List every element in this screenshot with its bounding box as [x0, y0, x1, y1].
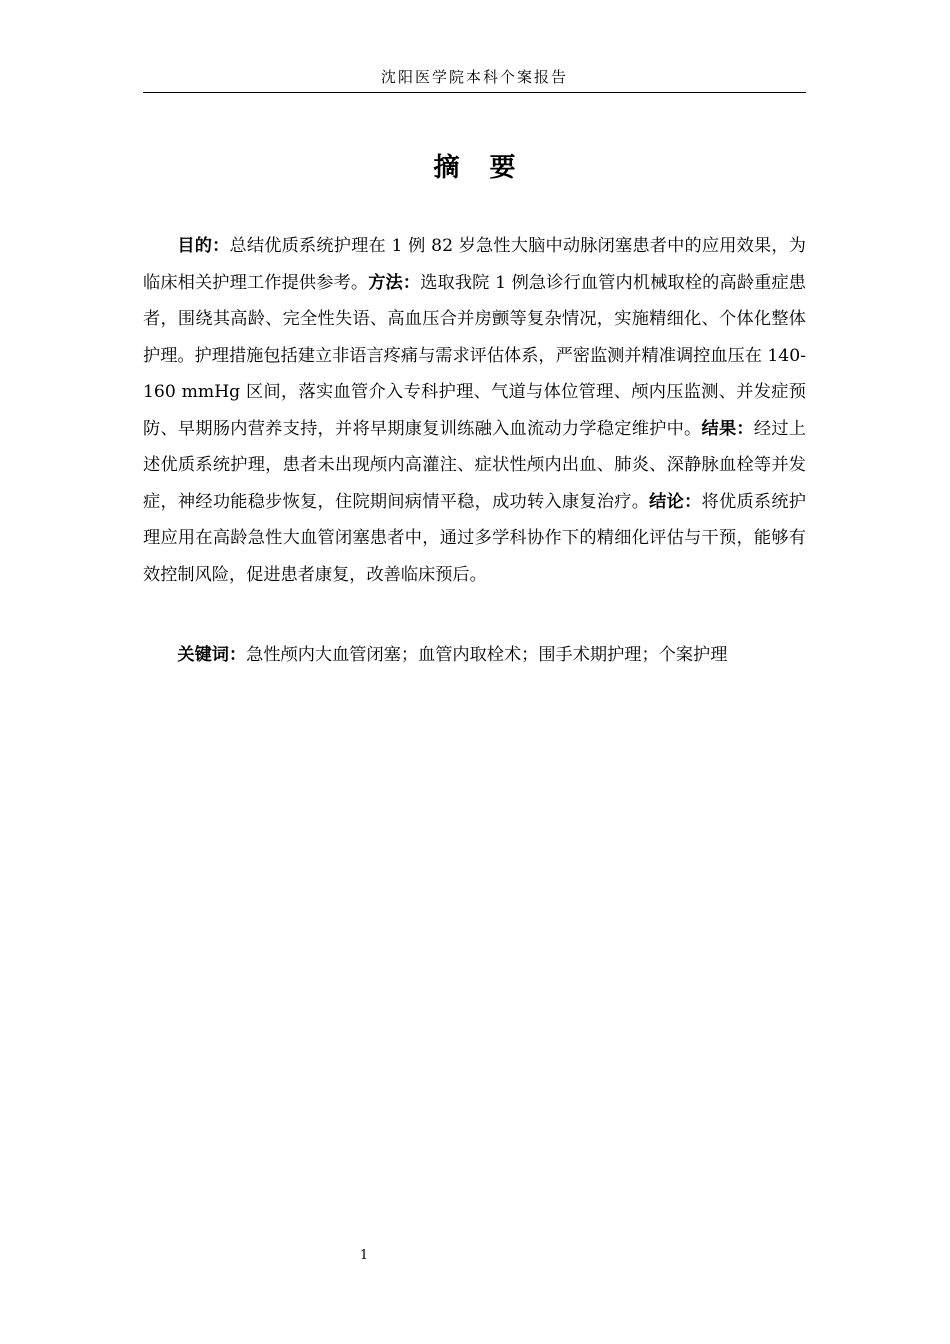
conclusion-label: 结论：	[649, 491, 702, 512]
page-number: 1	[359, 1248, 369, 1263]
keywords-text: 急性颅内大血管闭塞；血管内取栓术；围手术期护理；个案护理	[246, 645, 728, 665]
header-title: 沈阳医学院本科个案报告	[380, 68, 568, 86]
keywords-line	[143, 637, 806, 674]
conclusion-text: 将优质系统护理应用在高龄急性大血管闭塞患者中，通过多学科协作下的精细化评估与干预，能够有效控制风险，促进患者康复，改善临床预后。	[143, 491, 806, 585]
result-label: 结果：	[701, 418, 754, 439]
method-text: 选取我院 1 例急诊行血管内机械取栓的高龄重症患者，围绕其高龄、完全性失语、高血压合并房颤等复杂情况，实施精细化、个体化整体护理。护理措施包括建立非语言疼痛与需求评估体系，严密监测并精准调控血压在 140-160 mmHg 区间，落实血管介入专科护理、气道与体位管理、颅内压监测、并发症预防、早期肠内营养支持，并将早期康复训练融入血流动力学稳定维护中。	[143, 272, 806, 439]
abstract-title: 摘要	[433, 153, 546, 183]
objective-text: 总结优质系统护理在 1 例 82 岁急性大脑中动脉闭塞患者中的应用效果，为临床相关护理工作提供参考。	[143, 236, 806, 293]
method-label: 方法：	[368, 272, 421, 293]
objective-label: 目的：	[177, 236, 230, 256]
page-header	[143, 62, 806, 93]
keywords-label: 关键词：	[177, 645, 247, 665]
abstract-body	[143, 228, 806, 593]
result-text: 经过上述优质系统护理，患者未出现颅内高灌注、症状性颅内出血、肺炎、深静脉血栓等并发症，神经功能稳步恢复，住院期间病情平稳，成功转入康复治疗。	[143, 418, 806, 512]
